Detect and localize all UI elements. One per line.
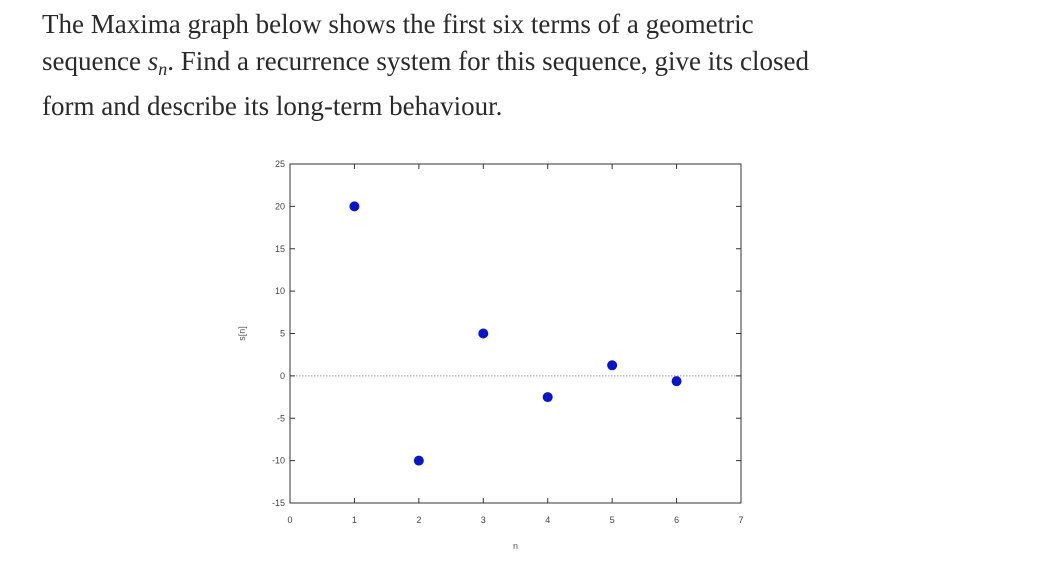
y-axis-label: s[n] [237, 326, 247, 341]
sequence-subscript: n [158, 59, 168, 79]
x-tick-label: 3 [480, 515, 486, 525]
y-tick-label: 15 [274, 243, 285, 254]
question-line-1: The Maxima graph below shows the first six terms of a geometric [42, 9, 754, 39]
sequence-symbol: s [147, 46, 159, 76]
data-point [672, 376, 682, 386]
question-line-3: form and describe its long-term behaviour. [42, 91, 503, 121]
y-tick-label: -15 [271, 498, 285, 508]
data-point [543, 392, 553, 402]
question-line-2-start: sequence [42, 46, 148, 76]
y-tick-label: 25 [274, 159, 285, 169]
y-tick-label: -10 [271, 455, 285, 466]
y-tick-label: 5 [279, 328, 285, 339]
x-tick-label: 4 [545, 515, 551, 525]
question-line-2-end: . Find a recurrence system for this sequence, give its closed [167, 46, 810, 76]
data-point [478, 329, 488, 339]
x-axis-label: n [512, 541, 519, 551]
data-point [349, 201, 359, 211]
x-tick-label: 2 [416, 515, 422, 525]
y-tick-label: 0 [279, 370, 285, 381]
plot-frame [290, 164, 741, 503]
x-tick-label: 6 [674, 515, 680, 525]
data-point [414, 456, 424, 466]
data-point [607, 360, 617, 370]
x-tick-label: 1 [351, 515, 357, 525]
y-tick-label: -5 [276, 413, 285, 424]
y-tick-label: 20 [274, 201, 285, 212]
x-tick-label: 0 [287, 515, 293, 525]
y-tick-label: 10 [274, 286, 285, 297]
x-tick-label: 5 [609, 515, 615, 525]
x-tick-label: 7 [738, 515, 744, 525]
